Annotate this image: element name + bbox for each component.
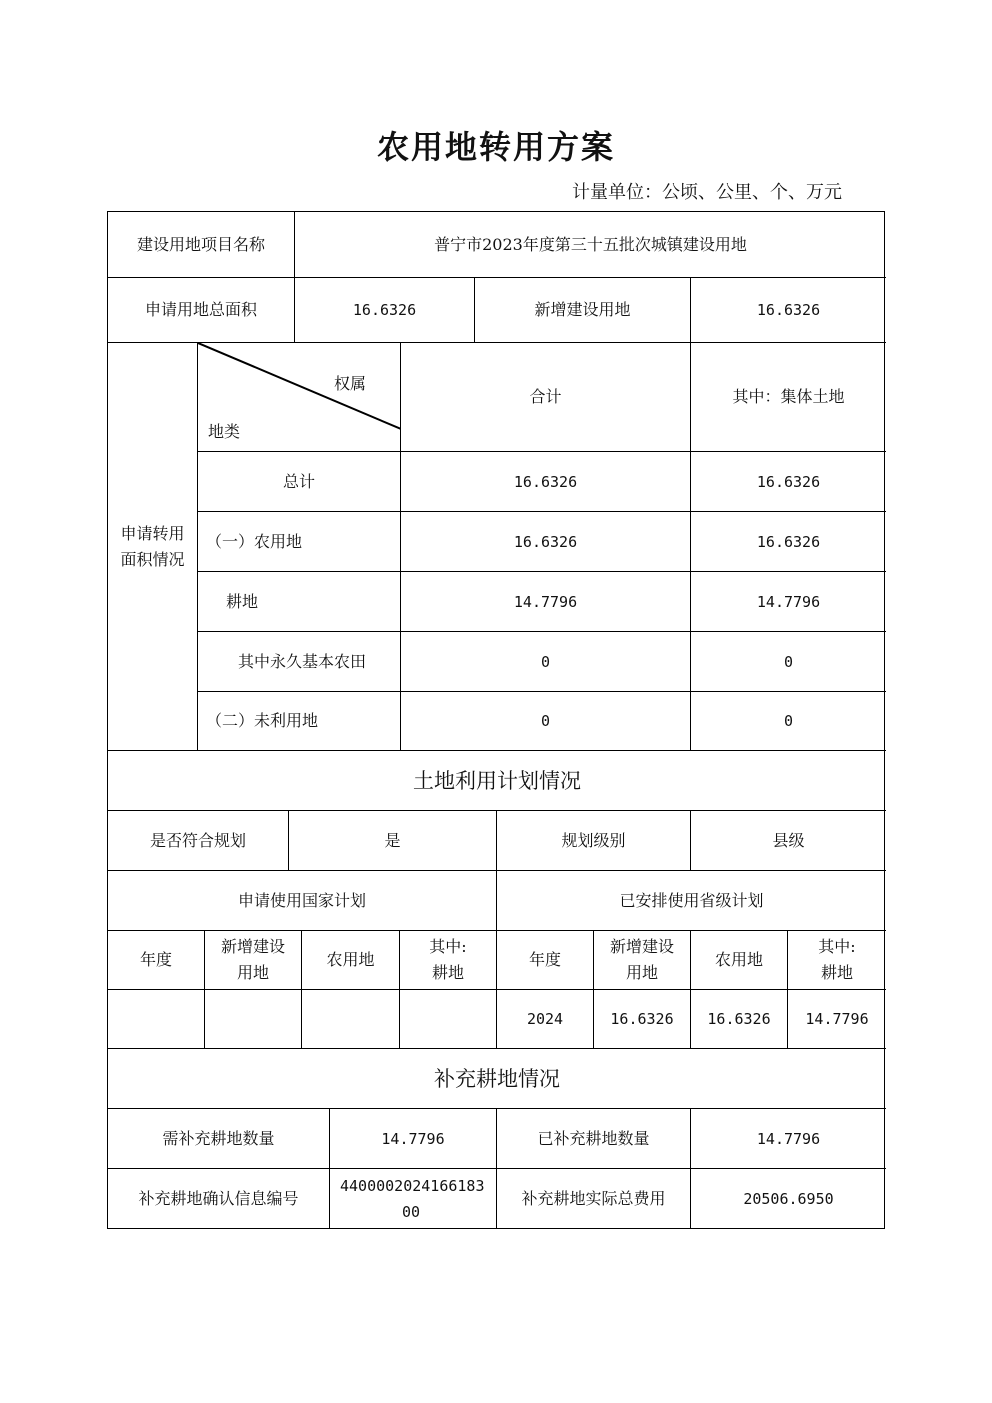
conform-value: 是: [289, 811, 497, 871]
provincial-col-new-line1: 新增建设: [609, 937, 674, 956]
project-name-value: 普宁市2023年度第三十五批次城镇建设用地: [295, 212, 886, 278]
row-agricultural-total: 16.6326: [401, 512, 691, 572]
provincial-col-new-line2: 用地: [625, 963, 658, 982]
actual-cost-value: 20506.6950: [743, 1189, 834, 1208]
diagonal-header: [198, 343, 401, 452]
national-col-arable-line1: 其中:: [429, 937, 467, 956]
row-permanent-farmland-label: 其中永久基本农田: [198, 632, 401, 692]
plan-level-value: 县级: [691, 811, 886, 871]
row-grand-total-collective: 16.6326: [691, 452, 886, 512]
provincial-col-arable-line2: 耕地: [820, 963, 853, 982]
need-supplement-label: 需补充耕地数量: [108, 1109, 330, 1169]
row-permanent-farmland-total: 0: [401, 632, 691, 692]
col-total-header: 合计: [401, 343, 691, 452]
conversion-plan-table: [107, 211, 885, 1229]
provincial-col-agri: 农用地: [691, 931, 788, 990]
national-col-arable: [400, 931, 497, 990]
confirmation-code-value: [330, 1169, 497, 1228]
national-col-agri: 农用地: [302, 931, 400, 990]
ownership-header: 权属: [334, 374, 367, 393]
provincial-col-year: 年度: [497, 931, 594, 990]
actual-cost-label: 补充耕地实际总费用: [497, 1169, 691, 1228]
done-supplement-label: 已补充耕地数量: [497, 1109, 691, 1169]
supplement-section-title: 补充耕地情况: [108, 1049, 886, 1109]
total-area-value: 16.6326: [295, 278, 475, 343]
conversion-side-text: 申请转用面积情况: [120, 523, 185, 569]
row-permanent-farmland-collective: 0: [691, 632, 886, 692]
conversion-side-label: [108, 343, 198, 751]
confirmation-code-label: 补充耕地确认信息编号: [108, 1169, 330, 1228]
page-title: 农用地转用方案: [376, 128, 615, 166]
provincial-new-value: 16.6326: [594, 990, 691, 1049]
national-agri-value: [302, 990, 400, 1049]
row-grand-total-total: 16.6326: [401, 452, 691, 512]
row-unused-label: （二）未利用地: [198, 692, 401, 751]
provincial-arable-value: 14.7796: [788, 990, 886, 1049]
provincial-plan-label: 已安排使用省级计划: [497, 871, 886, 931]
row-arable-collective: 14.7796: [691, 572, 886, 632]
row-unused-collective: 0: [691, 692, 886, 751]
new-construction-label: 新增建设用地: [475, 278, 691, 343]
provincial-agri-value: 16.6326: [691, 990, 788, 1049]
done-supplement-value: 14.7796: [691, 1109, 886, 1169]
new-construction-value: 16.6326: [691, 278, 886, 343]
row-grand-total-label: 总计: [198, 452, 401, 512]
national-arable-value: [400, 990, 497, 1049]
row-arable-label: 耕地: [198, 572, 401, 632]
provincial-year-value: 2024: [497, 990, 594, 1049]
provincial-col-arable: [788, 931, 886, 990]
confirmation-code-line1: 4400002024166183: [340, 1176, 485, 1195]
national-new-value: [205, 990, 302, 1049]
national-col-new-line2: 用地: [236, 963, 269, 982]
national-col-new: [205, 931, 302, 990]
unit-note: 计量单位：公顷、公里、个、万元: [572, 182, 842, 203]
plan-level-label: 规划级别: [497, 811, 691, 871]
col-collective-header: 其中：集体土地: [691, 343, 886, 452]
plan-section-title: 土地利用计划情况: [108, 751, 886, 811]
row-agricultural-collective: 16.6326: [691, 512, 886, 572]
national-col-year: 年度: [108, 931, 205, 990]
national-col-arable-line2: 耕地: [431, 963, 464, 982]
national-year-value: [108, 990, 205, 1049]
row-arable-total: 14.7796: [401, 572, 691, 632]
row-unused-total: 0: [401, 692, 691, 751]
project-name-label: 建设用地项目名称: [108, 212, 295, 278]
total-area-label: 申请用地总面积: [108, 278, 295, 343]
row-agricultural-label: （一）农用地: [198, 512, 401, 572]
confirmation-code-line2: 00: [402, 1202, 421, 1221]
landtype-header: 地类: [208, 422, 241, 441]
national-plan-label: 申请使用国家计划: [108, 871, 497, 931]
conform-label: 是否符合规划: [108, 811, 289, 871]
provincial-col-arable-line1: 其中:: [818, 937, 856, 956]
need-supplement-value: 14.7796: [330, 1109, 497, 1169]
provincial-col-new: [594, 931, 691, 990]
national-col-new-line1: 新增建设: [220, 937, 285, 956]
